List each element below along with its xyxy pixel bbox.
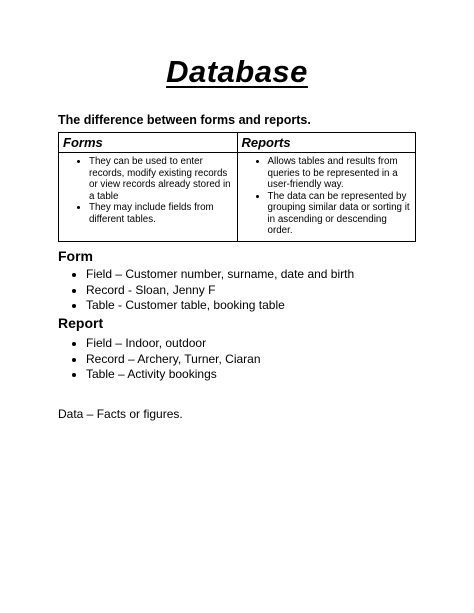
table-header-reports: Reports [237, 133, 416, 153]
reports-point: • The data can be represented by grouping similar data or sorting it in ascending or descending order. [268, 191, 412, 237]
table-header-forms: Forms [59, 133, 238, 153]
list-item: • Record – Archery, Turner, Ciaran [86, 352, 261, 368]
reports-point: • Allows tables and results from queries to be represented in a user-friendly way. [268, 156, 412, 191]
list-item: • Table – Activity bookings [86, 367, 261, 383]
report-item-list [58, 336, 261, 383]
forms-cell [59, 153, 238, 242]
reports-point-list [242, 156, 412, 237]
list-item: • Record - Sloan, Jenny F [86, 283, 354, 299]
form-item-list [58, 267, 354, 314]
reports-cell [237, 153, 416, 242]
document-subtitle: The difference between forms and reports. [58, 113, 311, 127]
forms-point: • They can be used to enter records, modify existing records or view records already stored in a table [89, 156, 233, 202]
table-header-row [59, 133, 416, 153]
list-item: • Field – Indoor, outdoor [86, 336, 261, 352]
list-item: • Field – Customer number, surname, date and birth [86, 267, 354, 283]
forms-reports-comparison-table [58, 132, 416, 242]
document-title: Database [166, 54, 308, 89]
table-row [59, 153, 416, 242]
forms-point: • They may include fields from different tables. [89, 202, 233, 225]
forms-point-list [63, 156, 233, 225]
data-definition: Data – Facts or figures. [58, 407, 183, 421]
list-item: • Table - Customer table, booking table [86, 298, 354, 314]
form-section-heading: Form [58, 248, 93, 264]
report-section-heading: Report [58, 315, 104, 331]
